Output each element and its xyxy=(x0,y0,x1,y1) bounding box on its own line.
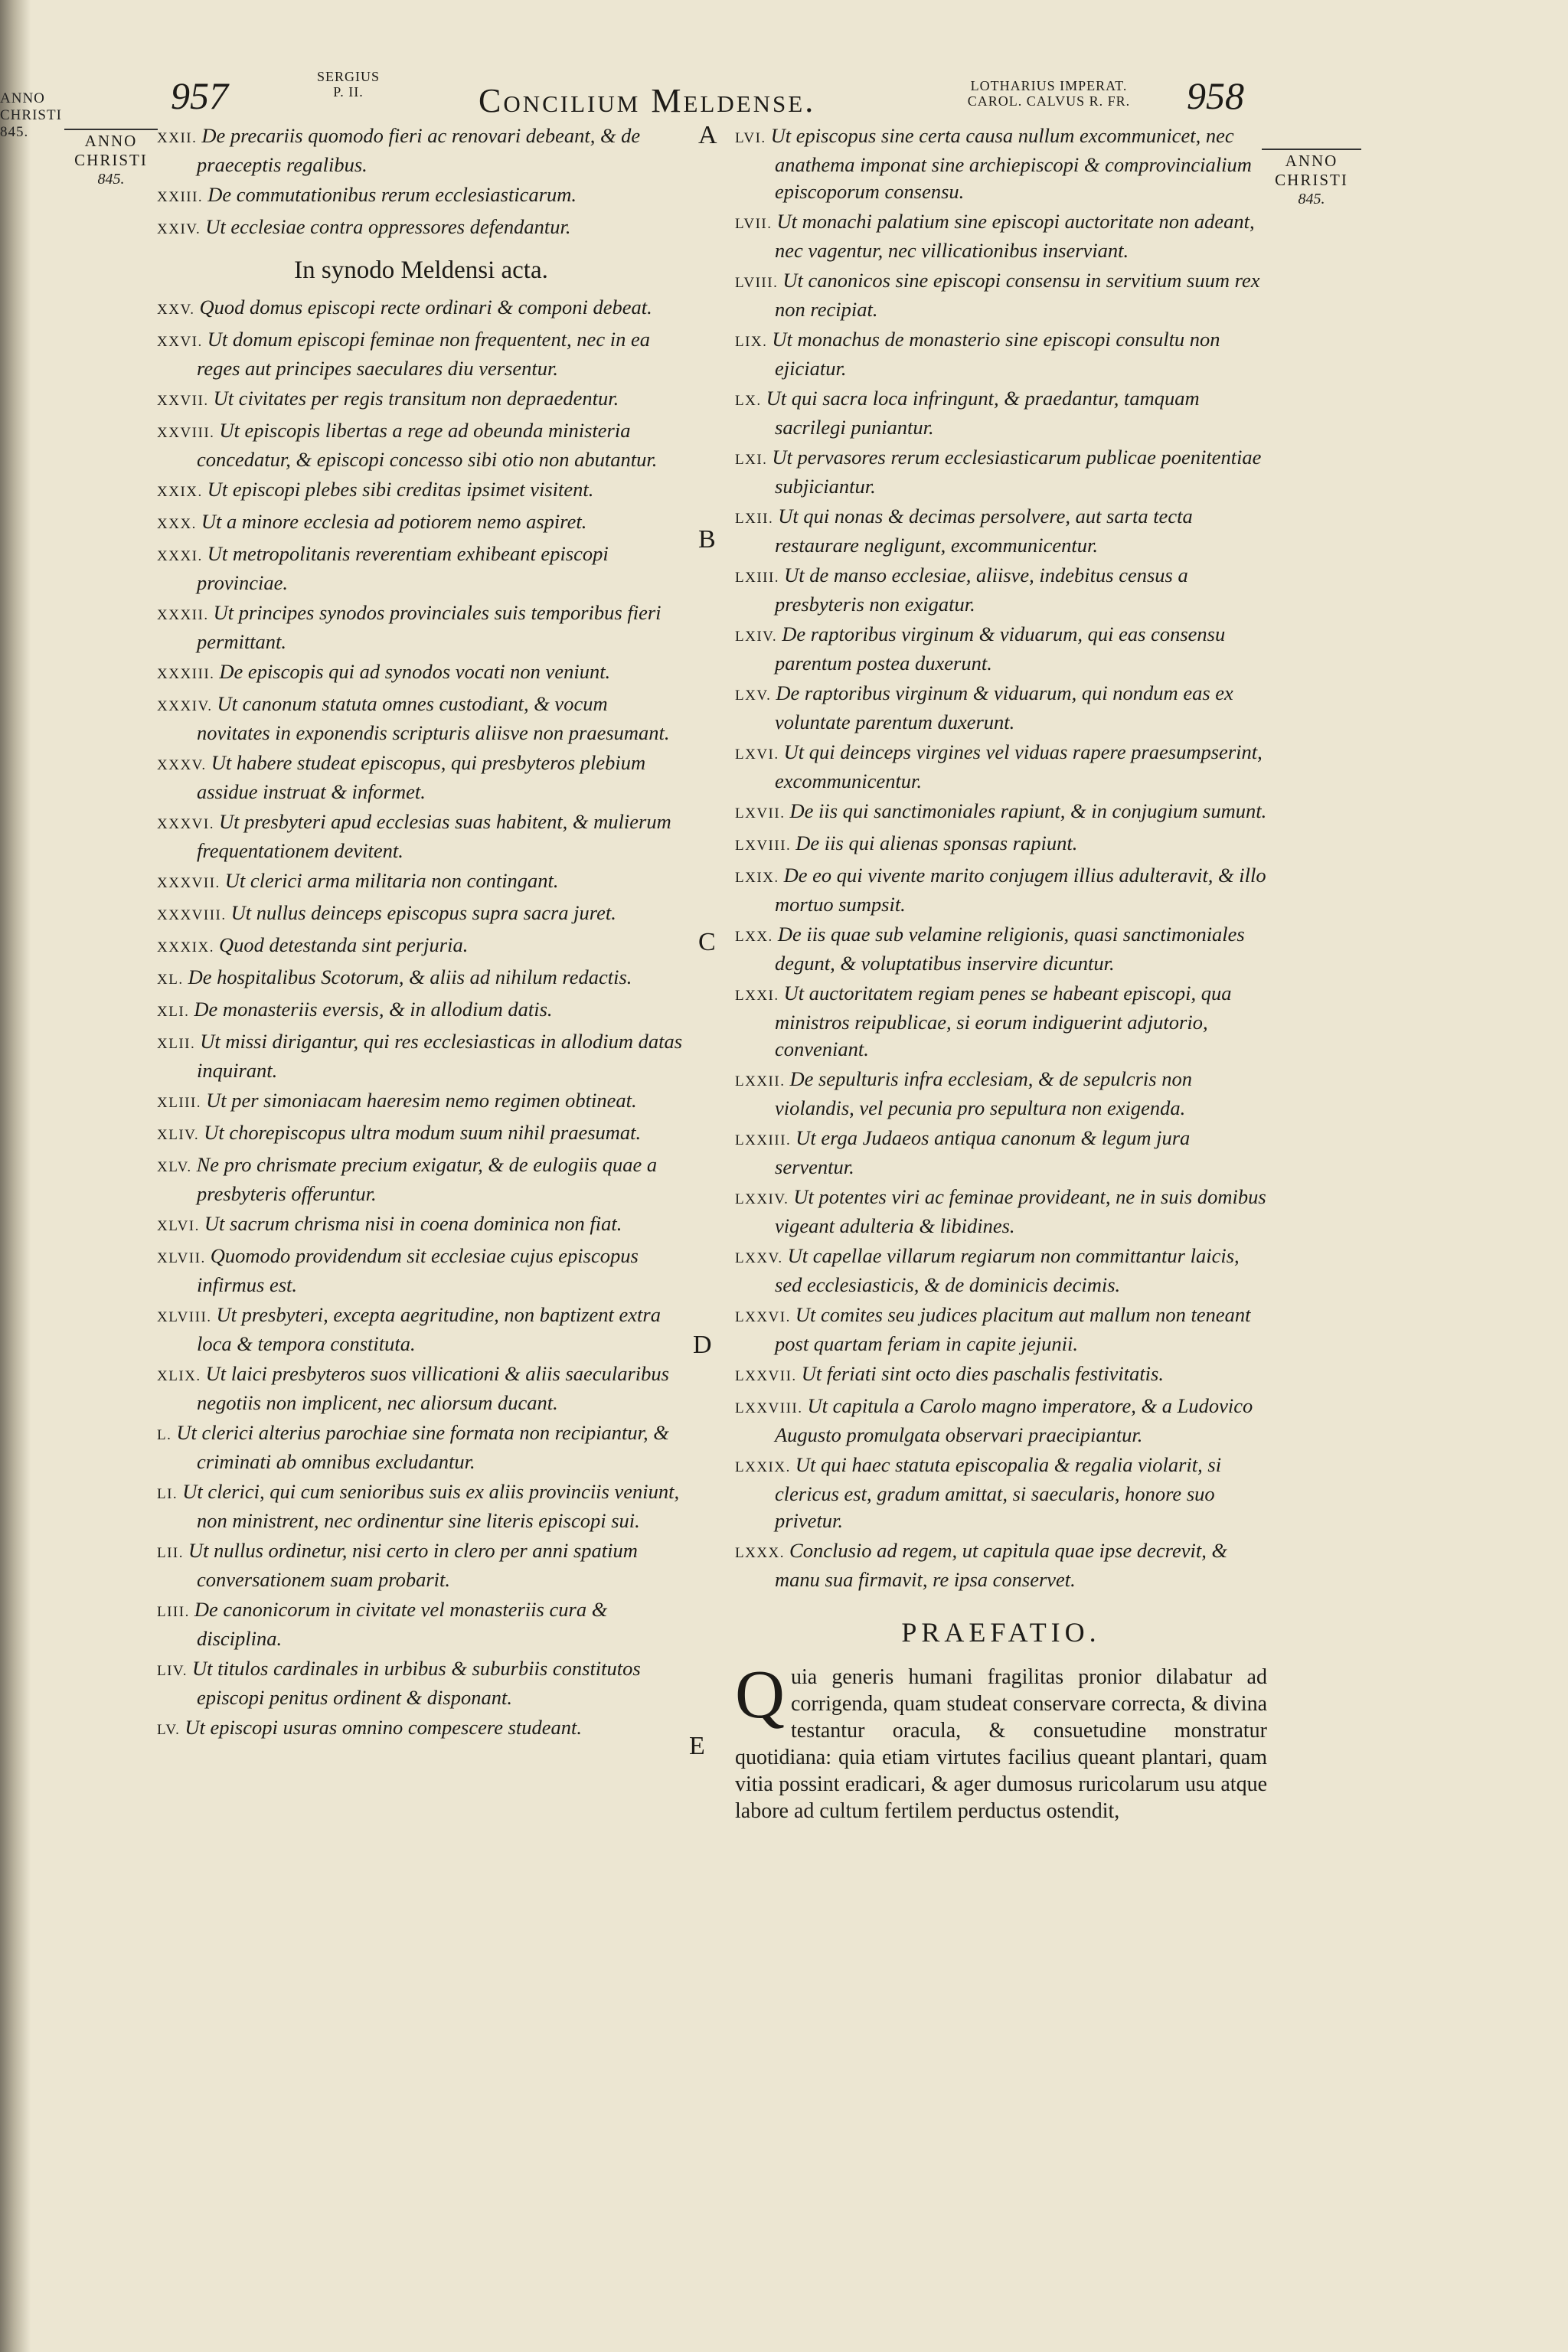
anno-christi-right xyxy=(1262,149,1361,209)
chapter-text: Ut metropolitanis reverentiam exhibeant episcopi provinciae. xyxy=(197,542,609,594)
chapter-item xyxy=(157,964,685,993)
chapter-text: Ut monachi palatium sine episcopi auctoritate non adeant, nec vagentur, nec villicationibus inserviant. xyxy=(775,210,1255,262)
chapter-item xyxy=(735,562,1267,618)
chapter-text: Ut nullus deinceps episcopus supra sacra juret. xyxy=(230,901,616,924)
chapter-item xyxy=(735,621,1267,677)
chapter-text: Ut episcopi usuras omnino compescere studeant. xyxy=(185,1716,583,1739)
chapter-text: Ut feriati sint octo dies paschalis festivitatis. xyxy=(801,1362,1164,1385)
chapter-item xyxy=(157,508,685,537)
chapter-number: LXIII. xyxy=(735,570,780,586)
prev-strip-line: CHRISTI xyxy=(0,107,62,123)
praefatio-text xyxy=(735,1657,1267,1824)
chapter-number: XLIII. xyxy=(157,1095,202,1111)
chapter-number: XXIII. xyxy=(157,189,204,205)
margin-letter-c: C xyxy=(698,928,716,956)
chapter-item xyxy=(157,658,685,688)
prev-strip-line: ANNO xyxy=(0,90,45,106)
chapter-item xyxy=(735,1066,1267,1122)
chapter-item xyxy=(735,1243,1267,1298)
chapter-number: XXXVII. xyxy=(157,875,220,891)
margin-letter-b: B xyxy=(698,525,716,554)
header-pope-name: SERGIUS xyxy=(316,69,380,84)
chapter-item xyxy=(735,385,1267,441)
chapter-text: Ut titulos cardinales in urbibus & suburbiis constitutos episcopi penitus ordinent & disponant. xyxy=(191,1657,641,1709)
chapter-number: XLIX. xyxy=(157,1368,201,1384)
chapter-text: Ut qui nonas & decimas persolvere, aut sarta tecta restaurare negligunt, excommunicentur. xyxy=(775,505,1193,557)
chapter-item xyxy=(157,385,685,414)
chapter-text: Ut qui deinceps virgines vel viduas rapere praesumpserint, excommunicentur. xyxy=(775,740,1263,792)
chapter-text: Ut capellae villarum regiarum non committantur laicis, sed ecclesiasticis, & de dominicis decimis. xyxy=(775,1244,1240,1296)
chapter-item xyxy=(735,798,1267,827)
chapter-item xyxy=(735,1125,1267,1181)
chapter-number: LVII. xyxy=(735,216,773,232)
margin-letter-d: D xyxy=(693,1331,712,1359)
chapter-item xyxy=(157,1655,685,1711)
anno-year: 845. xyxy=(97,171,125,188)
chapter-number: XLVII. xyxy=(157,1250,206,1266)
section-subheading: In synodo Meldensi acta. xyxy=(294,256,548,284)
chapter-number: L. xyxy=(157,1427,172,1443)
right-column xyxy=(735,122,1267,1824)
chapter-text: De iis quae sub velamine religionis, quasi sanctimoniales degunt, & voluptatibus inservire dicuntur. xyxy=(775,923,1245,975)
chapter-item xyxy=(157,1028,685,1084)
chapter-number: LXVIII. xyxy=(735,838,792,854)
chapter-item xyxy=(735,267,1267,323)
chapter-text: Ut potentes viri ac feminae provideant, ne in suis domibus vigeant adulteria & libidines. xyxy=(775,1185,1266,1237)
chapter-item xyxy=(157,867,685,897)
chapter-number: XXXIII. xyxy=(157,666,215,682)
chapter-text: De raptoribus virginum & viduarum, qui eas consensu parentum postea duxerunt. xyxy=(775,622,1226,675)
prev-strip-line: 845. xyxy=(0,124,29,140)
chapter-text: Ut de manso ecclesiae, aliisve, indebitus census a presbyteris non exigatur. xyxy=(775,564,1188,616)
chapter-number: LIV. xyxy=(157,1663,188,1679)
chapter-text: Ut episcopi plebes sibi creditas ipsimet visitent. xyxy=(207,478,594,501)
chapter-item xyxy=(735,680,1267,736)
chapter-text: De sepulturis infra ecclesiam, & de sepulcris non violandis, vel pecunia pro sepultura non exigenda. xyxy=(775,1067,1192,1119)
chapter-number: XXIX. xyxy=(157,484,203,500)
chapter-number: LII. xyxy=(157,1545,185,1561)
chapter-item xyxy=(157,750,685,805)
anno-label: ANNO xyxy=(84,132,138,150)
chapter-text: Ut qui sacra loca infringunt, & praedantur, tamquam sacrilegi puniantur. xyxy=(766,387,1200,439)
chapter-item xyxy=(735,862,1267,918)
chapter-list-part-1 xyxy=(157,122,685,243)
chapter-text: Ut presbyteri, excepta aegritudine, non baptizent extra loca & tempora constituta. xyxy=(197,1303,661,1355)
chapter-number: LXV. xyxy=(735,688,772,704)
chapter-number: LXXIV. xyxy=(735,1191,789,1207)
chapter-number: LXXIX. xyxy=(735,1459,791,1475)
chapter-item xyxy=(735,1361,1267,1390)
chapter-number: LXII. xyxy=(735,511,774,527)
chapter-item xyxy=(735,208,1267,264)
chapter-item xyxy=(157,1302,685,1357)
chapter-item xyxy=(157,476,685,505)
chapter-number: LXIV. xyxy=(735,629,778,645)
left-column xyxy=(157,122,685,1746)
chapter-text: Ut presbyteri apud ecclesias suas habitent, & mulierum frequentationem devitent. xyxy=(197,810,671,862)
chapter-number: XXXVIII. xyxy=(157,907,227,923)
anno-year: 845. xyxy=(1298,191,1325,207)
chapter-item xyxy=(735,326,1267,382)
page-number-left: 957 xyxy=(171,74,228,117)
chapter-item xyxy=(735,980,1267,1063)
chapter-item xyxy=(157,541,685,596)
chapter-item xyxy=(157,1152,685,1207)
chapter-text: Ut monachus de monasterio sine episcopi consultu non ejiciatur. xyxy=(772,328,1220,380)
chapter-number: XLV. xyxy=(157,1159,192,1175)
header-rulers xyxy=(938,78,1160,109)
chapter-item xyxy=(735,1537,1267,1593)
chapter-text: Ut clerici arma militaria non contingant. xyxy=(224,869,559,892)
chapter-item xyxy=(157,900,685,929)
chapter-number: LXX. xyxy=(735,929,773,945)
chapter-text: Ut per simoniacam haeresim nemo regimen obtineat. xyxy=(206,1089,637,1112)
chapter-number: XXX. xyxy=(157,516,197,532)
chapter-text: De eo qui vivente marito conjugem illius adulteravit, & illo mortuo sumpsit. xyxy=(775,864,1266,916)
anno-label: ANNO xyxy=(1285,152,1338,170)
chapter-text: Ut nullus ordinetur, nisi certo in clero per anni spatium conversationem suam probarit. xyxy=(188,1539,638,1591)
chapter-item xyxy=(735,921,1267,977)
chapter-item xyxy=(735,739,1267,795)
chapter-item xyxy=(157,181,685,211)
chapter-item xyxy=(157,1537,685,1593)
chapter-text: De iis qui alienas sponsas rapiunt. xyxy=(795,831,1078,854)
praefatio-body: uia generis humani fragilitas pronior dilabatur ad corrigenda, quam studeat conservare correcta, & divina testantur oracula, & consuetudine monstratur quotidiana: quia etiam virtutes facilius queant plantari, quam vitia possint eradicari, & ager dumosus ruricolarum usu atque labore ad cultum fertilem perductus ostendit, xyxy=(735,1665,1267,1823)
header-ruler-2: CAROL. CALVUS R. FR. xyxy=(967,93,1131,109)
chapter-text: De monasteriis eversis, & in allodium datis. xyxy=(194,998,553,1021)
chapter-number: XXVII. xyxy=(157,393,209,409)
chapter-item xyxy=(735,1452,1267,1534)
chapter-number: XXXIX. xyxy=(157,939,214,956)
chapter-number: LIX. xyxy=(735,334,768,350)
chapter-text: Ut a minore ecclesia ad potiorem nemo aspiret. xyxy=(201,510,587,533)
chapter-item xyxy=(157,1087,685,1116)
chapter-number: LX. xyxy=(735,393,762,409)
chapter-item xyxy=(157,1119,685,1148)
chapter-text: De commutationibus rerum ecclesiasticarum. xyxy=(207,183,577,206)
chapter-text: De episcopis qui ad synodos vocati non veniunt. xyxy=(219,660,611,683)
chapter-text: Ut clerici, qui cum senioribus suis ex aliis provinciis veniunt, non ministrent, nec ordinentur sine literis episcopi sui. xyxy=(182,1480,680,1532)
chapter-item xyxy=(735,444,1267,500)
christi-label: CHRISTI xyxy=(1275,171,1348,189)
chapter-item xyxy=(157,214,685,243)
chapter-item xyxy=(735,503,1267,559)
chapter-number: LXI. xyxy=(735,452,768,468)
chapter-text: Ut canonum statuta omnes custodiant, & vocum novitates in exponendis scripturis aliisve non praesumant. xyxy=(197,692,670,744)
chapter-number: XXVIII. xyxy=(157,425,215,441)
chapter-number: LIII. xyxy=(157,1604,190,1620)
chapter-item xyxy=(735,1302,1267,1357)
chapter-text: Quomodo providendum sit ecclesiae cujus episcopus infirmus est. xyxy=(197,1244,639,1296)
margin-letter-a: A xyxy=(698,121,717,149)
chapter-number: XXXI. xyxy=(157,548,203,564)
chapter-item xyxy=(735,1393,1267,1449)
chapter-number: LXXX. xyxy=(735,1545,786,1561)
chapter-number: LXXIII. xyxy=(735,1132,792,1148)
chapter-item xyxy=(735,830,1267,859)
chapter-number: LV. xyxy=(157,1722,181,1738)
chapter-item xyxy=(157,1714,685,1743)
page-title: Concilium Meldense. xyxy=(479,82,816,119)
chapter-number: XLII. xyxy=(157,1036,196,1052)
chapter-item xyxy=(157,326,685,382)
praefatio-heading: PRAEFATIO. xyxy=(901,1617,1101,1648)
chapter-number: XL. xyxy=(157,972,184,988)
chapter-item xyxy=(157,1419,685,1475)
chapter-number: XXXV. xyxy=(157,757,207,773)
chapter-item xyxy=(157,1478,685,1534)
chapter-list-part-3 xyxy=(735,122,1267,1593)
chapter-text: Ut erga Judaeos antiqua canonum & legum jura serventur. xyxy=(775,1126,1191,1178)
chapter-text: Ut pervasores rerum ecclesiasticarum publicae poenitentiae subjiciantur. xyxy=(772,446,1262,498)
chapter-text: De hospitalibus Scotorum, & aliis ad nihilum redactis. xyxy=(188,965,632,988)
chapter-item xyxy=(157,1243,685,1298)
chapter-item xyxy=(157,294,685,323)
chapter-number: LI. xyxy=(157,1486,178,1502)
chapter-item xyxy=(157,1596,685,1652)
chapter-text: Ut qui haec statuta episcopalia & regalia violarit, si clericus est, gradum amittat, si saecularis, honore suo privetur. xyxy=(775,1453,1222,1532)
chapter-item xyxy=(735,1184,1267,1240)
chapter-number: XXVI. xyxy=(157,334,203,350)
chapter-text: De raptoribus virginum & viduarum, qui nondum eas ex voluntate parentum duxerunt. xyxy=(775,681,1233,733)
chapter-item xyxy=(735,122,1267,205)
chapter-number: XXII. xyxy=(157,130,198,146)
christi-label: CHRISTI xyxy=(74,151,148,169)
chapter-text: Ut habere studeat episcopus, qui presbyteros plebium assidue instruat & informet. xyxy=(197,751,646,803)
chapter-number: XLVIII. xyxy=(157,1309,212,1325)
chapter-item xyxy=(157,599,685,655)
chapter-item xyxy=(157,1361,685,1416)
chapter-number: LXIX. xyxy=(735,870,779,886)
chapter-item xyxy=(157,1210,685,1240)
chapter-item xyxy=(157,932,685,961)
chapter-text: Ut canonicos sine episcopi consensu in servitium suum rex non recipiat. xyxy=(775,269,1260,321)
header-pope-number: P. II. xyxy=(333,84,364,100)
chapter-text: De iis qui sanctimoniales rapiunt, & in conjugium sumunt. xyxy=(789,799,1267,822)
chapter-text: Ne pro chrismate precium exigatur, & de eulogiis quae a presbyteris offeruntur. xyxy=(196,1153,658,1205)
chapter-item xyxy=(157,691,685,746)
chapter-number: LVIII. xyxy=(735,275,779,291)
chapter-text: Conclusio ad regem, ut capitula quae ipse decrevit, & manu sua firmavit, re ipsa conservet. xyxy=(775,1539,1228,1591)
chapter-text: Quod detestanda sint perjuria. xyxy=(218,933,469,956)
chapter-number: XLIV. xyxy=(157,1127,200,1143)
chapter-text: Ut civitates per regis transitum non depraedentur. xyxy=(213,387,619,410)
chapter-number: LXVII. xyxy=(735,805,786,822)
chapter-number: XXV. xyxy=(157,302,195,318)
chapter-item xyxy=(157,808,685,864)
chapter-text: Ut domum episcopi feminae non frequentent, nec in ea reges aut principes saeculares diu versentur. xyxy=(197,328,650,380)
chapter-item xyxy=(157,122,685,178)
chapter-number: LXXV. xyxy=(735,1250,783,1266)
chapter-item xyxy=(157,417,685,473)
header-pope xyxy=(314,69,383,100)
chapter-number: XXXII. xyxy=(157,607,209,623)
chapter-text: Ut auctoritatem regiam penes se habeant episcopi, qua ministros reipublicae, si eorum indiguerint adjutorio, conveniant. xyxy=(775,982,1232,1060)
chapter-text: Quod domus episcopi recte ordinari & componi debeat. xyxy=(199,296,652,318)
header-ruler-1: LOTHARIUS IMPERAT. xyxy=(970,78,1128,93)
chapter-number: LVI. xyxy=(735,130,766,146)
chapter-text: Ut capitula a Carolo magno imperatore, & a Ludovico Augusto promulgata observari praecipiantur. xyxy=(775,1394,1253,1446)
chapter-number: XXIV. xyxy=(157,221,201,237)
chapter-number: LXXVIII. xyxy=(735,1400,803,1416)
chapter-number: LXXI. xyxy=(735,988,779,1004)
running-header xyxy=(0,67,1568,129)
chapter-text: Ut episcopis libertas a rege ad obeunda ministeria concedatur, & episcopi concesso sibi otio non abutantur. xyxy=(197,419,658,471)
chapter-list-part-2 xyxy=(157,294,685,1743)
chapter-text: Ut missi dirigantur, qui res ecclesiasticas in allodium datas inquirant. xyxy=(197,1030,683,1082)
chapter-number: XLI. xyxy=(157,1004,190,1020)
chapter-text: Ut ecclesiae contra oppressores defendantur. xyxy=(205,215,571,238)
chapter-number: XXXIV. xyxy=(157,698,213,714)
chapter-text: Ut comites seu judices placitum aut mallum non teneant post quartam feriam in capite jejunii. xyxy=(775,1303,1251,1355)
chapter-text: Ut chorepiscopus ultra modum suum nihil praesumat. xyxy=(204,1121,642,1144)
chapter-text: Ut sacrum chrisma nisi in coena dominica non fiat. xyxy=(204,1212,622,1235)
chapter-text: Ut episcopus sine certa causa nullum excommunicet, nec anathema imponat sine archiepiscopi & comprovincialium episcoporum consensu. xyxy=(770,124,1252,203)
page-number-right: 958 xyxy=(1187,74,1244,117)
margin-letter-e: E xyxy=(689,1732,705,1760)
chapter-number: XXXVI. xyxy=(157,816,214,832)
chapter-item xyxy=(157,996,685,1025)
anno-christi-left xyxy=(64,129,158,189)
chapter-text: De canonicorum in civitate vel monasteriis cura & disciplina. xyxy=(194,1598,608,1650)
chapter-number: LXXVI. xyxy=(735,1309,791,1325)
drop-cap: Q xyxy=(735,1657,785,1733)
chapter-number: XLVI. xyxy=(157,1218,200,1234)
chapter-text: De precariis quomodo fieri ac renovari debeant, & de praeceptis regalibus. xyxy=(197,124,641,176)
chapter-text: Ut clerici alterius parochiae sine formata non recipiantur, & criminati ab omnibus excludantur. xyxy=(176,1421,669,1473)
chapter-number: LXXVII. xyxy=(735,1368,797,1384)
chapter-number: LXVI. xyxy=(735,746,779,763)
chapter-number: LXXII. xyxy=(735,1073,786,1089)
chapter-text: Ut principes synodos provinciales suis temporibus fieri permittant. xyxy=(197,601,662,653)
chapter-text: Ut laici presbyteros suos villicationi & aliis saecularibus negotiis non implicent, nec aliorsum ducant. xyxy=(197,1362,669,1414)
